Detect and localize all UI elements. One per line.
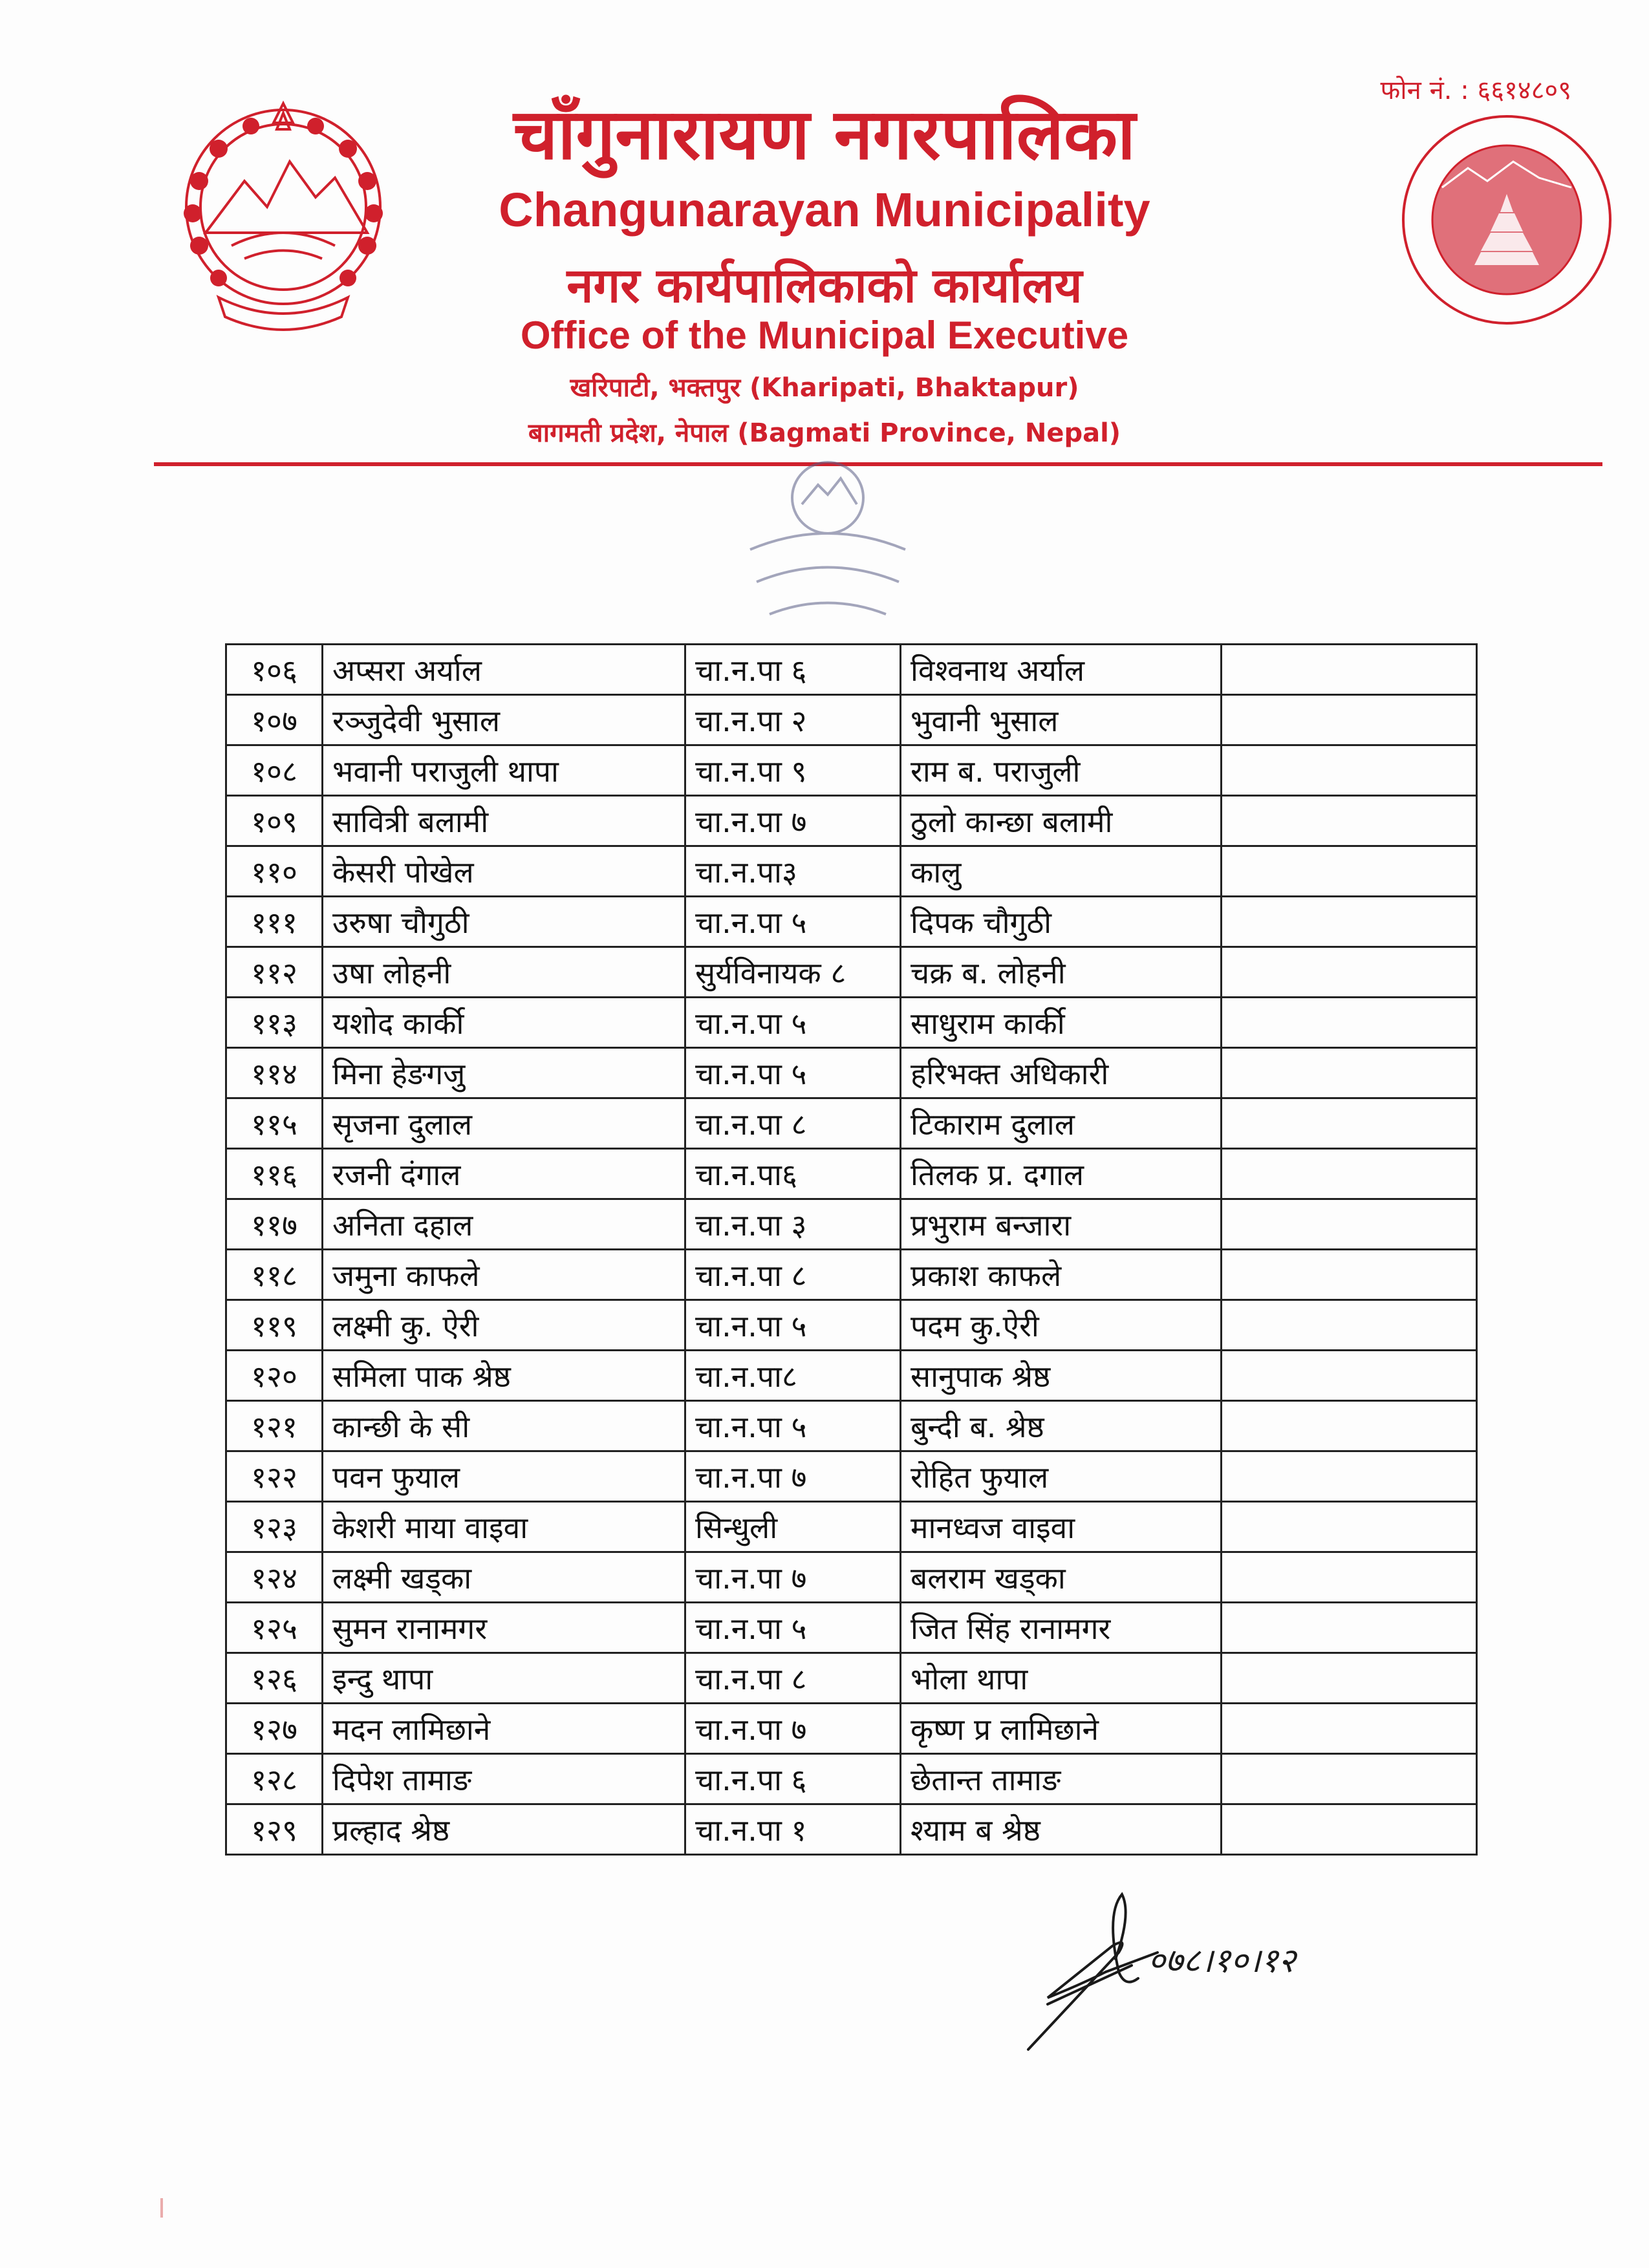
serial-number-cell: १०६	[226, 645, 323, 695]
address-cell: सिन्धुली	[685, 1502, 901, 1552]
table-row	[226, 1048, 1477, 1098]
name-cell: अप्सरा अर्याल	[323, 645, 685, 695]
table-row	[226, 897, 1477, 947]
remarks-cell	[1222, 1451, 1477, 1502]
office-stamp-icon	[711, 440, 944, 653]
address-cell: चा.न.पा ५	[685, 1603, 901, 1653]
name-cell: उरुषा चौगुठी	[323, 897, 685, 947]
remarks-cell	[1222, 645, 1477, 695]
address-cell: चा.न.पा ८	[685, 1098, 901, 1149]
table-row	[226, 796, 1477, 846]
remarks-cell	[1222, 1098, 1477, 1149]
remarks-cell	[1222, 998, 1477, 1048]
remarks-cell	[1222, 1552, 1477, 1603]
name-cell: भवानी पराजुली थापा	[323, 745, 685, 796]
table-row	[226, 1653, 1477, 1704]
address-cell: चा.न.पा १	[685, 1804, 901, 1855]
remarks-cell	[1222, 947, 1477, 998]
name-cell: लक्ष्मी कु. ऐरी	[323, 1300, 685, 1351]
table-row	[226, 1804, 1477, 1855]
remarks-cell	[1222, 1048, 1477, 1098]
serial-number-cell: १२७	[226, 1704, 323, 1754]
records-table-body	[226, 645, 1477, 1855]
address-cell: चा.न.पा ८	[685, 1653, 901, 1704]
address-cell: चा.न.पा ३	[685, 1199, 901, 1250]
table-row	[226, 1603, 1477, 1653]
remarks-cell	[1222, 745, 1477, 796]
serial-number-cell: ११२	[226, 947, 323, 998]
guardian-name-cell: साधुराम कार्की	[901, 998, 1222, 1048]
address-cell: चा.न.पा ५	[685, 1048, 901, 1098]
guardian-name-cell: विश्वनाथ अर्याल	[901, 645, 1222, 695]
guardian-name-cell: दिपक चौगुठी	[901, 897, 1222, 947]
name-cell: यशोद कार्की	[323, 998, 685, 1048]
table-row	[226, 1199, 1477, 1250]
serial-number-cell: ११३	[226, 998, 323, 1048]
guardian-name-cell: पदम कु.ऐरी	[901, 1300, 1222, 1351]
records-table	[225, 643, 1478, 1856]
address-cell: चा.न.पा ७	[685, 1704, 901, 1754]
address-cell: चा.न.पा ५	[685, 998, 901, 1048]
municipality-title-english: Changunarayan Municipality	[499, 183, 1150, 237]
address-line-1: खरिपाटी, भक्तपुर (Kharipati, Bhaktapur)	[570, 373, 1079, 403]
table-row	[226, 1300, 1477, 1351]
table-row	[226, 846, 1477, 897]
serial-number-cell: ११९	[226, 1300, 323, 1351]
name-cell: अनिता दहाल	[323, 1199, 685, 1250]
serial-number-cell: १२३	[226, 1502, 323, 1552]
address-cell: चा.न.पा ७	[685, 1451, 901, 1502]
guardian-name-cell: सानुपाक श्रेष्ठ	[901, 1351, 1222, 1401]
remarks-cell	[1222, 796, 1477, 846]
office-title-english: Office of the Municipal Executive	[520, 314, 1129, 357]
table-row	[226, 947, 1477, 998]
guardian-name-cell: टिकाराम दुलाल	[901, 1098, 1222, 1149]
table-row	[226, 1098, 1477, 1149]
table-row	[226, 695, 1477, 745]
table-row	[226, 1351, 1477, 1401]
address-cell: चा.न.पा ५	[685, 1401, 901, 1451]
serial-number-cell: ११७	[226, 1199, 323, 1250]
handwritten-signature	[1009, 1875, 1319, 2069]
office-title-nepali: नगर कार्यपालिकाको कार्यालय	[566, 258, 1083, 314]
remarks-cell	[1222, 695, 1477, 745]
guardian-name-cell: बलराम खड्का	[901, 1552, 1222, 1603]
guardian-name-cell: जित सिंह रानामगर	[901, 1603, 1222, 1653]
name-cell: कान्छी के सी	[323, 1401, 685, 1451]
serial-number-cell: १२०	[226, 1351, 323, 1401]
serial-number-cell: ११६	[226, 1149, 323, 1199]
name-cell: मदन लामिछाने	[323, 1704, 685, 1754]
guardian-name-cell: तिलक प्र. दगाल	[901, 1149, 1222, 1199]
table-row	[226, 645, 1477, 695]
scan-artifact	[160, 2198, 163, 2218]
address-cell: सुर्यविनायक ८	[685, 947, 901, 998]
remarks-cell	[1222, 1804, 1477, 1855]
serial-number-cell: ११०	[226, 846, 323, 897]
guardian-name-cell: भुवानी भुसाल	[901, 695, 1222, 745]
remarks-cell	[1222, 846, 1477, 897]
guardian-name-cell: भोला थापा	[901, 1653, 1222, 1704]
guardian-name-cell: चक्र ब. लोहनी	[901, 947, 1222, 998]
guardian-name-cell: हरिभक्त अधिकारी	[901, 1048, 1222, 1098]
address-cell: चा.न.पा ५	[685, 897, 901, 947]
serial-number-cell: १२८	[226, 1754, 323, 1804]
address-line-2: बागमती प्रदेश, नेपाल (Bagmati Province, Nepal)	[528, 418, 1121, 448]
address-cell: चा.न.पा ७	[685, 1552, 901, 1603]
table-row	[226, 1704, 1477, 1754]
remarks-cell	[1222, 1653, 1477, 1704]
remarks-cell	[1222, 1603, 1477, 1653]
table-row	[226, 1552, 1477, 1603]
address-cell: चा.न.पा ९	[685, 745, 901, 796]
serial-number-cell: ११५	[226, 1098, 323, 1149]
address-cell: चा.न.पा २	[685, 695, 901, 745]
remarks-cell	[1222, 897, 1477, 947]
phone-number: फोन नं. : ६६१४८०९	[1380, 76, 1571, 105]
guardian-name-cell: छेतान्त तामाङ	[901, 1754, 1222, 1804]
serial-number-cell: १११	[226, 897, 323, 947]
guardian-name-cell: प्रकाश काफले	[901, 1250, 1222, 1300]
serial-number-cell: ११४	[226, 1048, 323, 1098]
remarks-cell	[1222, 1401, 1477, 1451]
address-cell: चा.न.पा ८	[685, 1250, 901, 1300]
remarks-cell	[1222, 1704, 1477, 1754]
name-cell: प्रल्हाद श्रेष्ठ	[323, 1804, 685, 1855]
remarks-cell	[1222, 1250, 1477, 1300]
name-cell: केशरी माया वाइवा	[323, 1502, 685, 1552]
guardian-name-cell: बुन्दी ब. श्रेष्ठ	[901, 1401, 1222, 1451]
remarks-cell	[1222, 1351, 1477, 1401]
name-cell: सृजना दुलाल	[323, 1098, 685, 1149]
remarks-cell	[1222, 1754, 1477, 1804]
name-cell: दिपेश तामाङ	[323, 1754, 685, 1804]
table-row	[226, 1754, 1477, 1804]
address-cell: चा.न.पा६	[685, 1149, 901, 1199]
table-row	[226, 1401, 1477, 1451]
guardian-name-cell: ठुलो कान्छा बलामी	[901, 796, 1222, 846]
serial-number-cell: ११८	[226, 1250, 323, 1300]
table-row	[226, 1502, 1477, 1552]
signature-date: ०७८।१०।१२	[1148, 1942, 1296, 1980]
municipality-title-nepali: चाँगुनारायण नगरपालिका	[513, 94, 1136, 175]
serial-number-cell: १०७	[226, 695, 323, 745]
address-cell: चा.न.पा८	[685, 1351, 901, 1401]
name-cell: समिला पाक श्रेष्ठ	[323, 1351, 685, 1401]
name-cell: पवन फुयाल	[323, 1451, 685, 1502]
remarks-cell	[1222, 1300, 1477, 1351]
name-cell: रजनी दंगाल	[323, 1149, 685, 1199]
guardian-name-cell: कृष्ण प्र लामिछाने	[901, 1704, 1222, 1754]
guardian-name-cell: राम ब. पराजुली	[901, 745, 1222, 796]
address-cell: चा.न.पा ७	[685, 796, 901, 846]
guardian-name-cell: कालु	[901, 846, 1222, 897]
serial-number-cell: १२१	[226, 1401, 323, 1451]
name-cell: उषा लोहनी	[323, 947, 685, 998]
address-cell: चा.न.पा ६	[685, 645, 901, 695]
serial-number-cell: १२५	[226, 1603, 323, 1653]
remarks-cell	[1222, 1199, 1477, 1250]
table-row	[226, 998, 1477, 1048]
remarks-cell	[1222, 1149, 1477, 1199]
name-cell: सावित्री बलामी	[323, 796, 685, 846]
serial-number-cell: १२९	[226, 1804, 323, 1855]
table-row	[226, 1149, 1477, 1199]
address-cell: चा.न.पा ५	[685, 1300, 901, 1351]
name-cell: इन्दु थापा	[323, 1653, 685, 1704]
name-cell: लक्ष्मी खड्का	[323, 1552, 685, 1603]
serial-number-cell: १२२	[226, 1451, 323, 1502]
address-cell: चा.न.पा ६	[685, 1754, 901, 1804]
guardian-name-cell: प्रभुराम बन्जारा	[901, 1199, 1222, 1250]
remarks-cell	[1222, 1502, 1477, 1552]
serial-number-cell: १२६	[226, 1653, 323, 1704]
name-cell: रञ्जुदेवी भुसाल	[323, 695, 685, 745]
name-cell: जमुना काफले	[323, 1250, 685, 1300]
name-cell: सुमन रानामगर	[323, 1603, 685, 1653]
serial-number-cell: १२४	[226, 1552, 323, 1603]
table-row	[226, 745, 1477, 796]
guardian-name-cell: श्याम ब श्रेष्ठ	[901, 1804, 1222, 1855]
table-row	[226, 1451, 1477, 1502]
table-row	[226, 1250, 1477, 1300]
address-cell: चा.न.पा३	[685, 846, 901, 897]
name-cell: मिना हेङगजु	[323, 1048, 685, 1098]
guardian-name-cell: रोहित फुयाल	[901, 1451, 1222, 1502]
serial-number-cell: १०९	[226, 796, 323, 846]
name-cell: केसरी पोखेल	[323, 846, 685, 897]
guardian-name-cell: मानध्वज वाइवा	[901, 1502, 1222, 1552]
serial-number-cell: १०८	[226, 745, 323, 796]
